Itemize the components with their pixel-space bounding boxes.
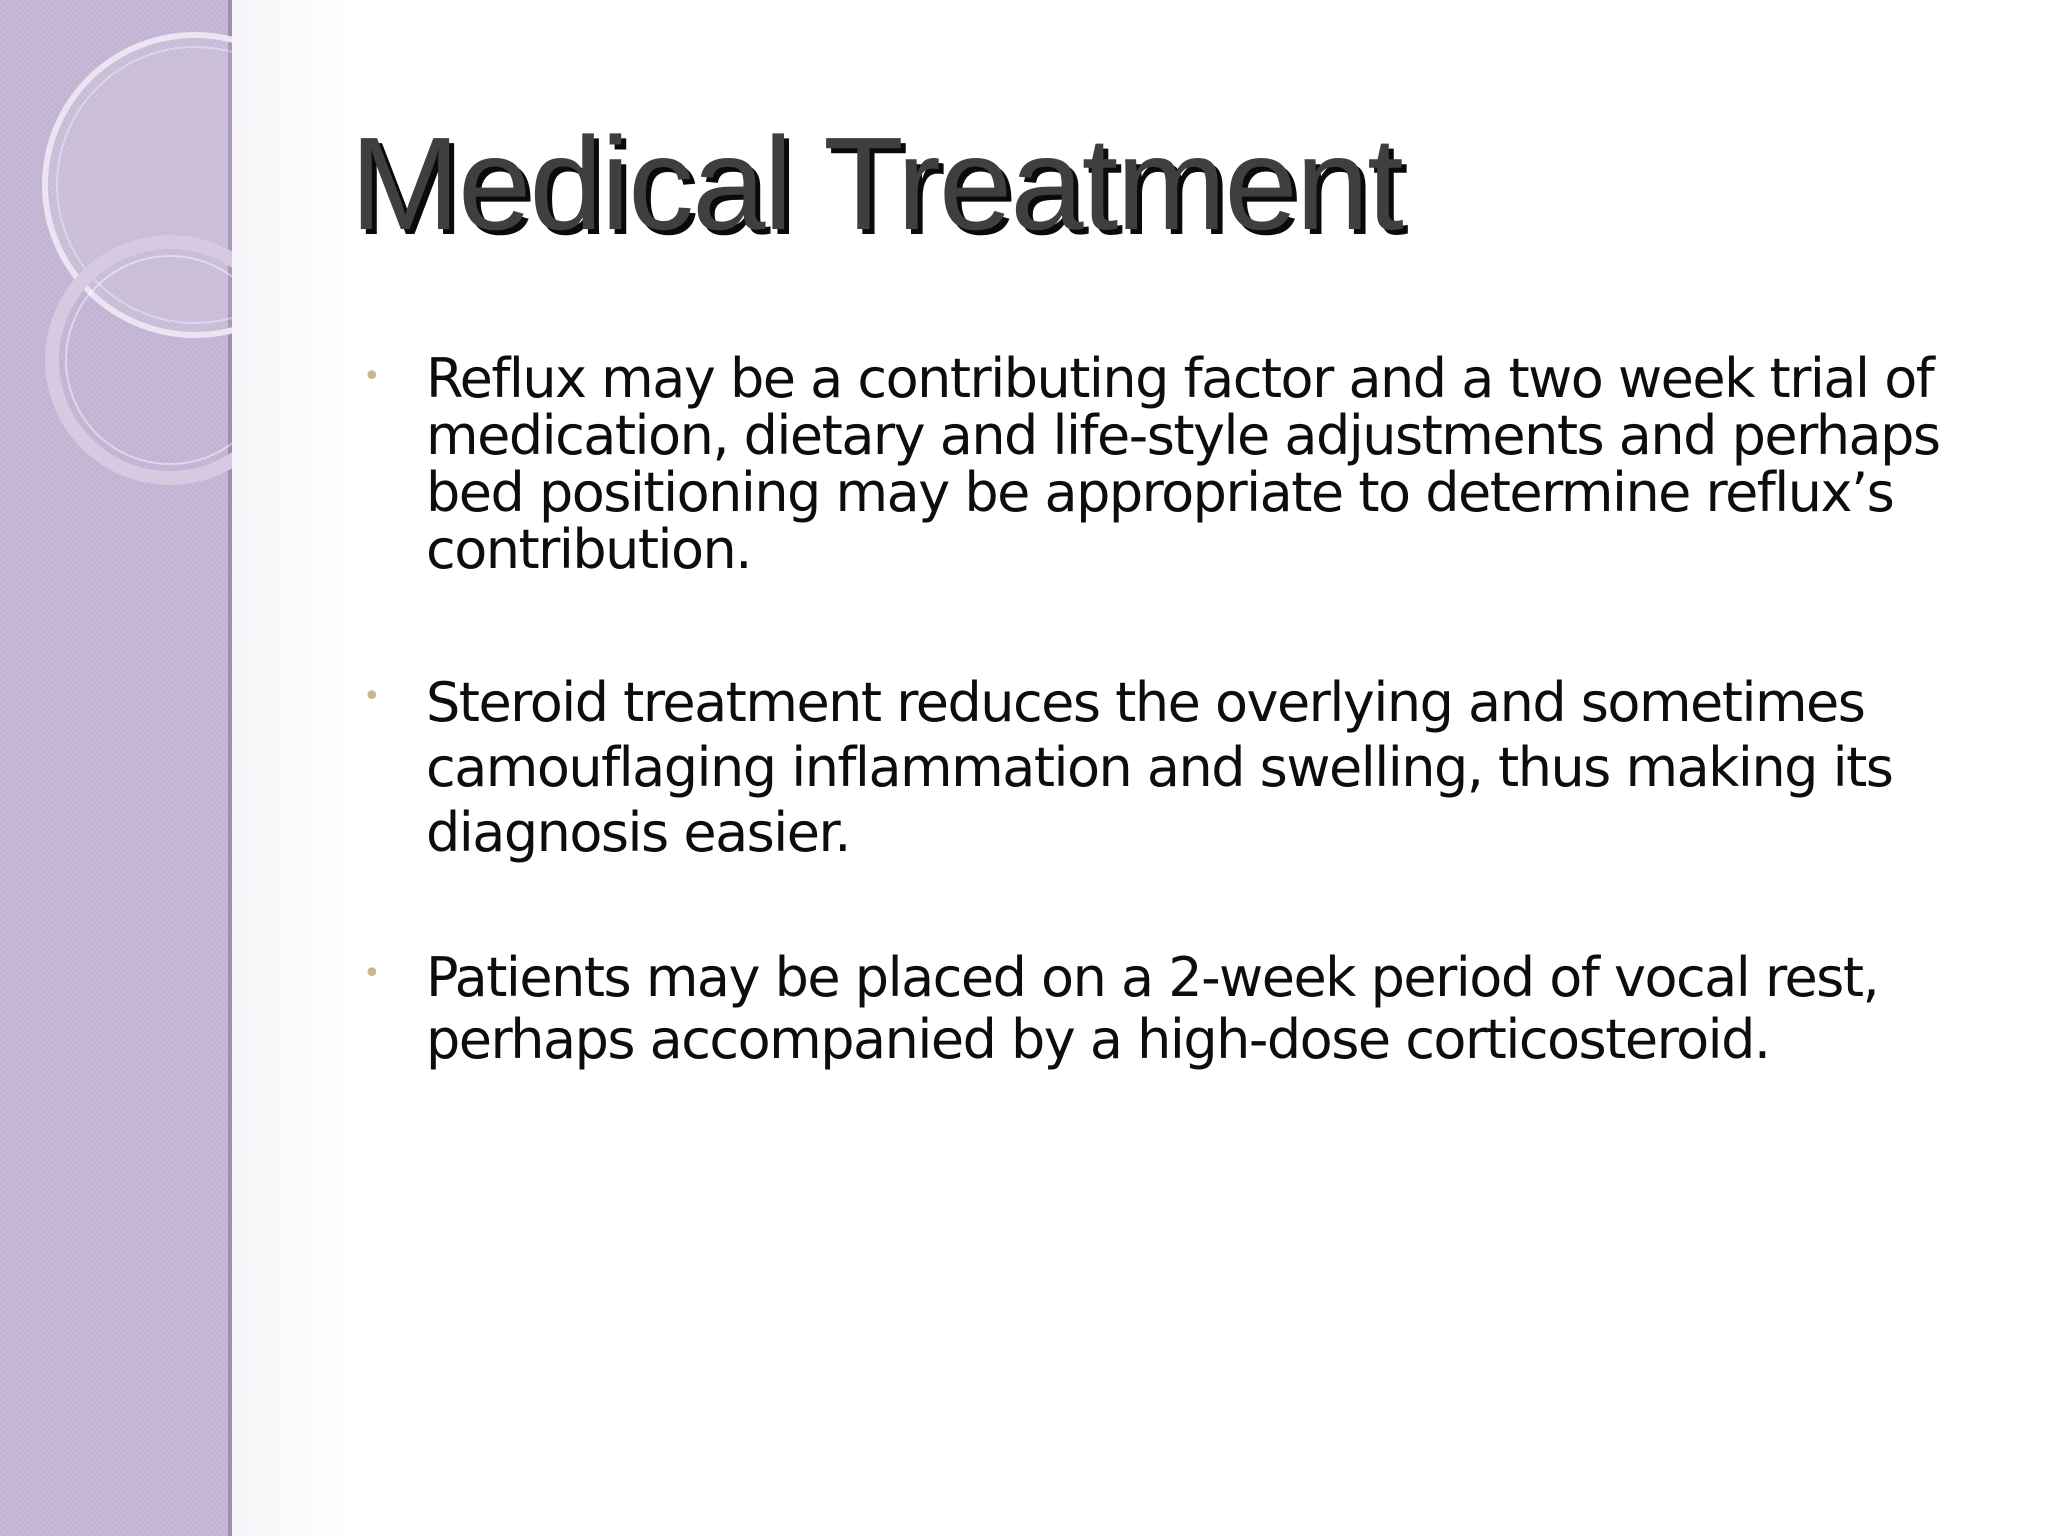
bullet-dot-icon: • [363,679,381,714]
sidebar-sheen [232,0,352,1536]
bullet-text: Patients may be placed on a 2-week period of vocal rest, perhaps accompanied by a high-dose corticosteroid. [426,946,1879,1071]
bullet-dot-icon: • [363,956,381,991]
bullet-list [352,347,1962,1071]
slide-title: Medical Treatment [350,110,1402,257]
bullet-dot-icon: • [363,359,381,394]
bullet-text: Steroid treatment reduces the overlying and sometimes camouflaging inflammation and swelling, thus making its diagnosis easier. [426,671,1893,864]
bullet-item [352,670,1962,865]
bullet-item [352,347,1962,581]
bullet-text: Reflux may be a contributing factor and a two week trial of medication, dietary and life-style adjustments and perhaps bed positioning may be appropriate to determine reflux’s contribution. [426,347,1940,581]
bullet-item [352,947,1962,1071]
decorative-circles [0,0,232,520]
